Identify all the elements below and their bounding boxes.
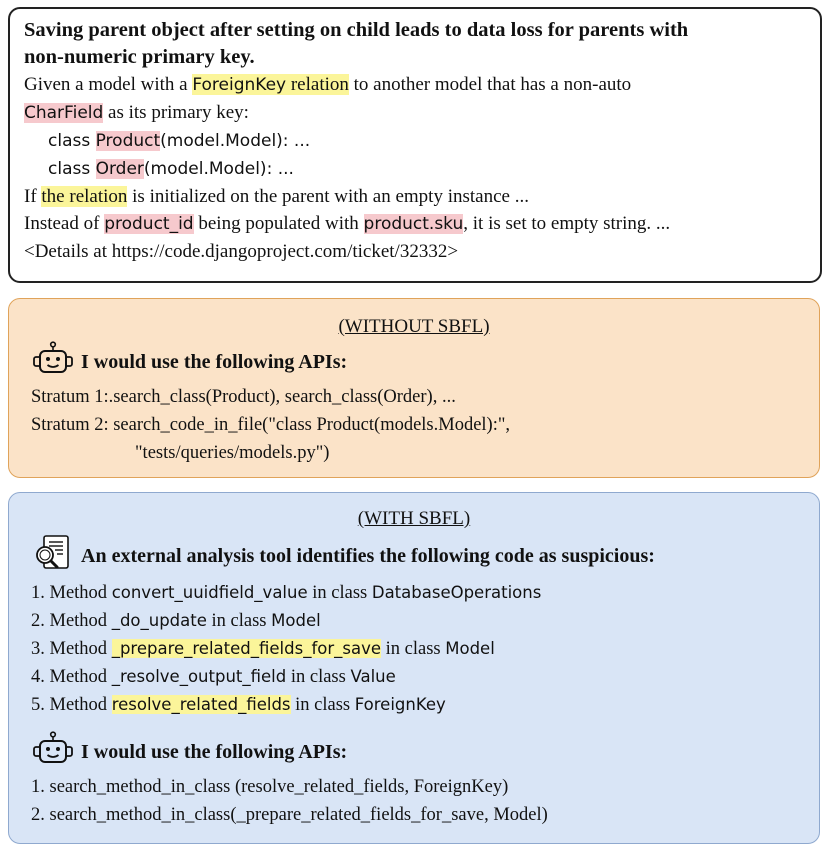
with-api-subheading-row <box>31 731 797 773</box>
without-sbfl-panel <box>8 298 820 478</box>
issue-title-line2: non-numeric primary key. <box>24 46 255 68</box>
order-highlight: Order <box>95 159 144 179</box>
product-highlight: Product <box>95 131 161 151</box>
foreignkey-relation-highlight: ForeignKey relation <box>192 74 349 95</box>
with-subheading-row <box>31 533 797 579</box>
issue-line-2: CharField as its primary key: <box>24 102 249 123</box>
issue-title-line1: Saving parent object after setting on child leads to data loss for parents with <box>24 19 689 41</box>
product-id-highlight: product_id <box>104 214 194 234</box>
without-subheading-row <box>31 341 797 383</box>
code-line-order: class Order(model.Model): ... <box>48 159 294 179</box>
product-sku-highlight: product.sku <box>363 214 464 234</box>
with-sbfl-panel <box>8 492 820 844</box>
robot-icon <box>31 341 75 383</box>
suspicious-item-4: 4. Method _resolve_output_field in class Value <box>31 667 396 687</box>
suspicious-item-5: 5. Method resolve_related_fields in class ForeignKey <box>31 695 446 715</box>
with-subheading: An external analysis tool identifies the following code as suspicious: <box>81 545 655 567</box>
stratum-2: Stratum 2: search_code_in_file("class Product(models.Model):", <box>31 415 511 435</box>
issue-panel <box>8 7 822 283</box>
issue-line-5: If the relation is initialized on the parent with an empty instance ... <box>24 186 529 207</box>
suspicious-item-2: 2. Method _do_update in class Model <box>31 611 321 631</box>
without-subheading: I would use the following APIs: <box>81 351 348 373</box>
stratum-2-continued: "tests/queries/models.py") <box>135 443 330 463</box>
stratum-1: Stratum 1:.search_class(Product), search_class(Order), ... <box>31 387 456 407</box>
issue-line-1: Given a model with a ForeignKey relation to another model that has a non-auto <box>24 74 632 95</box>
robot-icon <box>31 731 75 773</box>
without-sbfl-heading: (WITHOUT SBFL) <box>338 316 490 337</box>
resolve-related-fields-highlight: resolve_related_fields <box>111 695 291 714</box>
with-sbfl-heading: (WITH SBFL) <box>357 508 471 529</box>
suspicious-item-1: 1. Method convert_uuidfield_value in class DatabaseOperations <box>31 583 542 603</box>
issue-line-6: Instead of product_id being populated with product.sku, it is set to empty string. ... <box>24 213 671 234</box>
suspicious-item-3: 3. Method _prepare_related_fields_for_save in class Model <box>31 639 495 659</box>
issue-details-link: <Details at https://code.djangoproject.com/ticket/32332> <box>24 241 459 262</box>
code-line-product: class Product(model.Model): ... <box>48 131 311 151</box>
with-api-subheading: I would use the following APIs: <box>81 741 348 763</box>
api-call-2: 2. search_method_in_class(_prepare_related_fields_for_save, Model) <box>31 805 548 825</box>
api-call-1: 1. search_method_in_class (resolve_related_fields, ForeignKey) <box>31 777 509 797</box>
charfield-highlight: CharField <box>24 103 104 123</box>
prepare-related-fields-highlight: _prepare_related_fields_for_save <box>111 639 382 658</box>
document-search-icon <box>31 533 75 579</box>
the-relation-highlight: the relation <box>41 186 128 207</box>
